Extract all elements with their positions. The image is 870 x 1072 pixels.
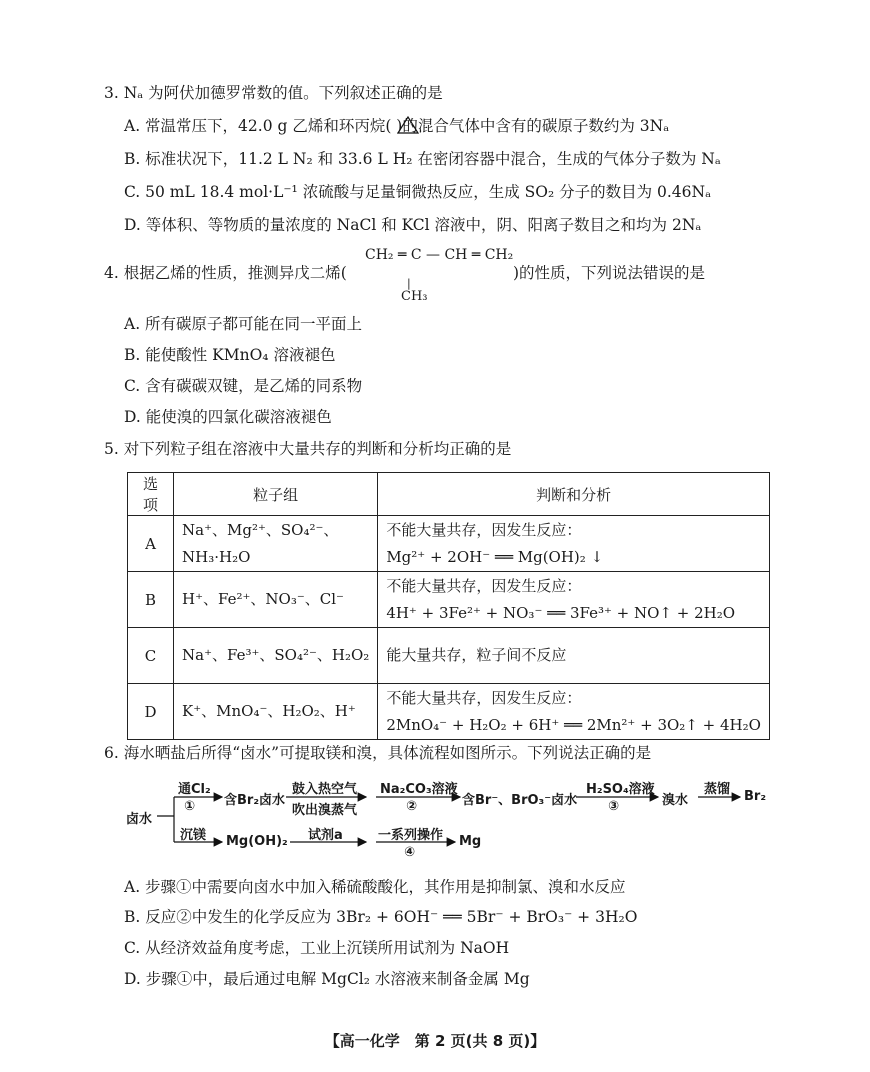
flow-step-3: ③ (608, 799, 620, 814)
flow-label-operations: 一系列操作 (378, 828, 444, 843)
isoprene-formula-branch-bond: | (407, 277, 411, 290)
row-option: B (128, 572, 174, 628)
q4-option-d: D. 能使溴的四氯化碳溶液褪色 (124, 408, 332, 426)
q3-option-a: A. 常温常压下，42.0 g 乙烯和环丙烷( )的混合气体中含有的碳原子数约为 3Nₐ (124, 117, 670, 135)
q4-stem-post: )的性质，下列说法错误的是 (513, 264, 706, 282)
ions-line: Na⁺、Fe³⁺、SO₄²⁻、H₂O₂ (182, 646, 370, 664)
flow-label-hot-air: 鼓入热空气 (292, 782, 358, 797)
q6-option-c: C. 从经济效益角度考虑，工业上沉镁所用试剂为 NaOH (124, 939, 510, 957)
judgement-equation: 4H⁺ + 3Fe²⁺ + NO₃⁻ ══ 3Fe³⁺ + NO↑ + 2H₂O (386, 603, 736, 622)
q6-option-b: B. 反应②中发生的化学反应为 3Br₂ + 6OH⁻ ══ 5Br⁻ + BrO₃⁻ + 3H₂O (124, 908, 638, 926)
q6-option-a: A. 步骤①中需要向卤水中加入稀硫酸酸化，其作用是抑制氯、溴和水反应 (124, 878, 626, 896)
isoprene-formula-branch: CH₃ (401, 289, 428, 304)
cyclopropane-icon (398, 117, 418, 133)
q4-option-c: C. 含有碳碳双键，是乙烯的同系物 (124, 377, 363, 395)
flow-step-1: ① (184, 799, 196, 814)
flow-step-2: ② (406, 799, 418, 814)
judgement-equation: 2MnO₄⁻ + H₂O₂ + 6H⁺ ══ 2Mn²⁺ + 3O₂↑ + 4H₂O (386, 715, 761, 734)
table-header-cell: 选项 (128, 473, 174, 516)
flow-label-blow-bromine: 吹出溴蒸气 (292, 803, 358, 818)
row-option: A (128, 516, 174, 572)
page-footer: 【高一化学 第 2 页(共 8 页)】 (324, 1032, 546, 1050)
ions-line: H⁺、Fe²⁺、NO₃⁻、Cl⁻ (182, 590, 344, 608)
judgement-line: 不能大量共存，因发生反应： (386, 688, 582, 707)
flow-end-mg: Mg (459, 834, 482, 849)
flow-step-4: ④ (404, 845, 416, 860)
flow-label-distill: 蒸馏 (704, 782, 731, 797)
q5-stem: 5. 对下列粒子组在溶液中大量共存的判断和分析均正确的是 (104, 440, 512, 458)
ions-line: K⁺、MnO₄⁻、H₂O₂、H⁺ (182, 702, 356, 720)
judgement-line: 能大量共存，粒子间不反应 (386, 646, 567, 664)
flow-start-node: 卤水 (126, 812, 153, 827)
flow-node-mgoh2: Mg(OH)₂ (226, 834, 288, 849)
table-header-cell: 粒子组 (174, 473, 378, 516)
flow-label-reagent-a: 试剂a (308, 828, 343, 843)
flow-end-br2: Br₂ (744, 789, 767, 804)
row-option: C (128, 628, 174, 684)
q3-option-c: C. 50 mL 18.4 mol·L⁻¹ 浓硫酸与足量铜微热反应，生成 SO₂ 分子的数目为 0.46Nₐ (124, 183, 712, 201)
table-header-cell: 判断和分析 (378, 473, 770, 516)
q3-option-d: D. 等体积、等物质的量浓度的 NaCl 和 KCl 溶液中，阴、阳离子数目之和均为 2Nₐ (124, 216, 702, 234)
flow-node-bromine-water: 溴水 (662, 793, 689, 808)
judgement-line: 不能大量共存，因发生反应： (386, 576, 582, 595)
flow-label-chlorine: 通Cl₂ (178, 782, 211, 797)
q4-stem-pre: 4. 根据乙烯的性质，推测异戊二烯( (104, 264, 347, 282)
q4-option-a: A. 所有碳原子都可能在同一平面上 (124, 315, 363, 333)
flow-label-h2so4: H₂SO₄溶液 (586, 782, 655, 797)
q6-stem: 6. 海水晒盐后所得“卤水”可提取镁和溴，具体流程如图所示。下列说法正确的是 (104, 744, 652, 762)
flow-node-br-bro3-brine: 含Br⁻、BrO₃⁻卤水 (462, 793, 578, 808)
q4-option-b: B. 能使酸性 KMnO₄ 溶液褪色 (124, 346, 336, 364)
ions-line: NH₃·H₂O (182, 547, 251, 566)
q3-stem: 3. Nₐ 为阿伏加德罗常数的值。下列叙述正确的是 (104, 84, 443, 102)
judgement-line: 不能大量共存，因发生反应： (386, 520, 582, 539)
row-option: D (128, 684, 174, 740)
ions-line: Na⁺、Mg²⁺、SO₄²⁻、 (182, 520, 339, 539)
flow-label-na2co3: Na₂CO₃溶液 (380, 782, 458, 797)
q6-option-d: D. 步骤①中，最后通过电解 MgCl₂ 水溶液来制备金属 Mg (124, 970, 530, 988)
flow-label-precipitate-mg: 沉镁 (180, 828, 207, 843)
flow-node-br2-brine: 含Br₂卤水 (224, 793, 286, 808)
q3-option-b: B. 标准状况下，11.2 L N₂ 和 33.6 L H₂ 在密闭容器中混合，生成的气体分子数为 Nₐ (124, 150, 721, 168)
judgement-equation: Mg²⁺ + 2OH⁻ ══ Mg(OH)₂ ↓ (386, 547, 604, 566)
isoprene-formula-main: CH₂ ═ C — CH ═ CH₂ (365, 247, 514, 263)
